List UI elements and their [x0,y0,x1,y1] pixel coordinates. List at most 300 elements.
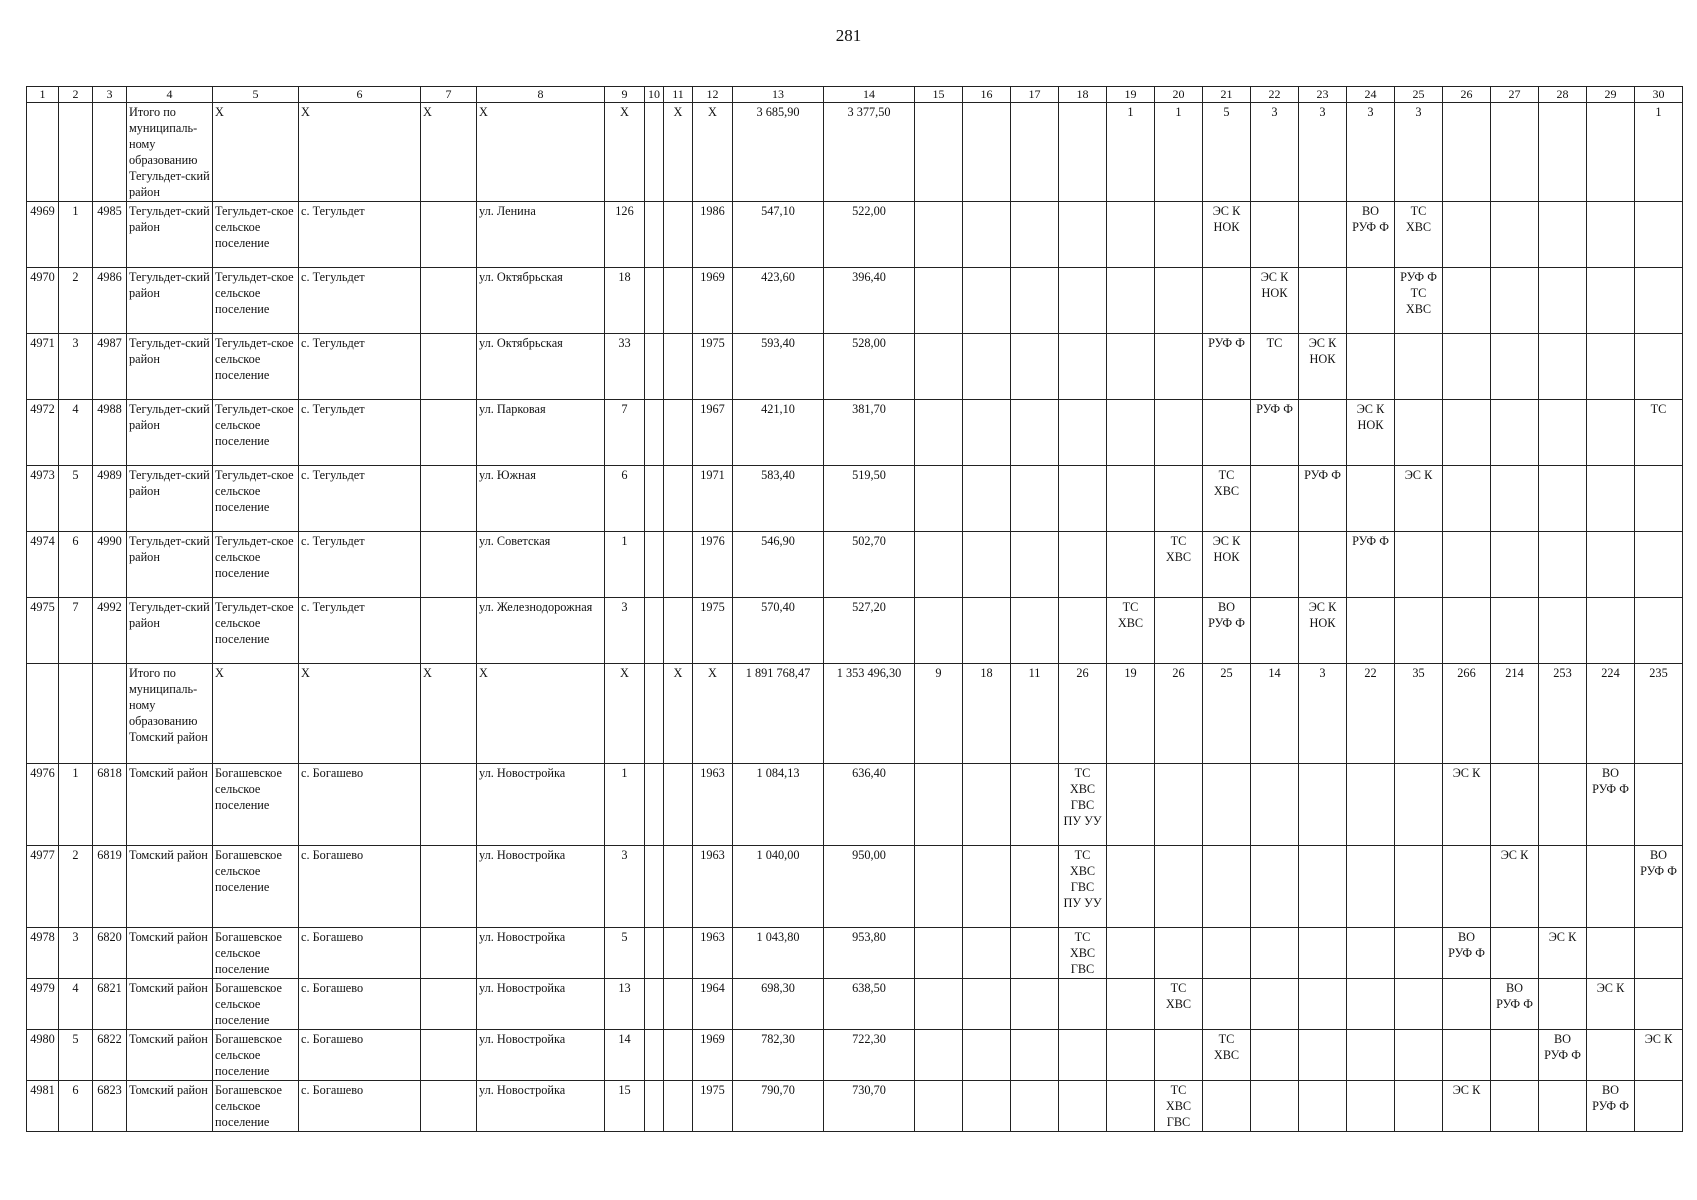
cell-area-living: 527,20 [824,598,915,664]
cell-service-col-23 [1299,400,1347,466]
cell-area-living: 636,40 [824,764,915,846]
cell-settlement: Тегульдет-ское сельское поселение [213,400,299,466]
cell-service-col-24: РУФ Ф [1347,532,1395,598]
table-row [27,1030,1683,1081]
cell-local-number: 7 [59,598,93,664]
cell-service-col-20 [1155,202,1203,268]
cell-service-col-28 [1539,103,1587,202]
cell-service-col-29 [1587,928,1635,979]
cell-service-col-27: ВО РУФ Ф [1491,979,1539,1030]
cell-local-number: 2 [59,846,93,928]
cell-settlement: Богашевское сельское поселение [213,928,299,979]
cell-district: Томский район [127,1081,213,1132]
cell-locality: с. Тегульдет [299,466,421,532]
column-number-18: 18 [1059,87,1107,103]
cell-service-col-28 [1539,1081,1587,1132]
cell-service-col-22: ЭС К НОК [1251,268,1299,334]
cell-service-col-20: 26 [1155,664,1203,764]
cell-area-living: 950,00 [824,846,915,928]
cell-service-col-16 [963,1081,1011,1132]
cell-local-number [59,103,93,202]
cell-service-col-22 [1251,466,1299,532]
cell-service-col-26 [1443,466,1491,532]
cell-local-number: 3 [59,334,93,400]
cell-row-number: 4977 [27,846,59,928]
cell-service-col-30 [1635,466,1683,532]
cell-street: ул. Новостройка [477,764,605,846]
cell-year: 1969 [693,268,733,334]
cell-col7 [421,1081,477,1132]
cell-row-number: 4975 [27,598,59,664]
cell-service-col-24: 22 [1347,664,1395,764]
cell-row-number: 4976 [27,764,59,846]
cell-service-col-23: 3 [1299,664,1347,764]
cell-service-col-29: ВО РУФ Ф [1587,1081,1635,1132]
cell-service-col-22 [1251,1081,1299,1132]
cell-street: ул. Ленина [477,202,605,268]
column-number-4: 4 [127,87,213,103]
cell-street: ул. Новостройка [477,846,605,928]
cell-area-living: 953,80 [824,928,915,979]
cell-service-col-25 [1395,979,1443,1030]
cell-locality: X [299,103,421,202]
cell-row-number [27,664,59,764]
cell-col11 [664,268,693,334]
cell-service-col-16 [963,334,1011,400]
cell-col7 [421,979,477,1030]
cell-service-col-20: ТС ХВС ГВС [1155,1081,1203,1132]
cell-service-col-28: ЭС К [1539,928,1587,979]
cell-service-col-15 [915,268,963,334]
cell-row-number: 4979 [27,979,59,1030]
cell-service-col-18 [1059,532,1107,598]
cell-service-col-21 [1203,268,1251,334]
cell-service-col-27 [1491,334,1539,400]
cell-registry-id [93,664,127,764]
cell-service-col-21: РУФ Ф [1203,334,1251,400]
cell-house-number: 3 [605,846,645,928]
cell-service-col-21: ЭС К НОК [1203,532,1251,598]
register-table [26,86,1683,1132]
cell-area-total: 423,60 [733,268,824,334]
cell-service-col-27 [1491,400,1539,466]
cell-settlement: X [213,664,299,764]
column-number-8: 8 [477,87,605,103]
cell-street: ул. Новостройка [477,1030,605,1081]
cell-col10 [645,664,664,764]
cell-service-col-20 [1155,400,1203,466]
cell-service-col-23 [1299,1081,1347,1132]
cell-service-col-18 [1059,400,1107,466]
table-row [27,764,1683,846]
cell-registry-id: 4990 [93,532,127,598]
cell-col7 [421,764,477,846]
cell-street: ул. Октябрьская [477,268,605,334]
total-row [27,664,1683,764]
cell-area-total: 570,40 [733,598,824,664]
table-row [27,928,1683,979]
cell-service-col-18 [1059,202,1107,268]
cell-service-col-26: ЭС К [1443,1081,1491,1132]
cell-service-col-29 [1587,466,1635,532]
cell-district: Томский район [127,846,213,928]
cell-service-col-26 [1443,846,1491,928]
table-row [27,532,1683,598]
cell-col11 [664,1081,693,1132]
cell-district: Тегульдет-ский район [127,532,213,598]
cell-service-col-30 [1635,979,1683,1030]
cell-local-number [59,664,93,764]
cell-service-col-17 [1011,1081,1059,1132]
cell-district: Томский район [127,979,213,1030]
cell-registry-id: 4985 [93,202,127,268]
cell-area-total: 1 043,80 [733,928,824,979]
cell-locality: с. Богашево [299,1030,421,1081]
cell-service-col-29 [1587,268,1635,334]
cell-service-col-30 [1635,268,1683,334]
cell-row-number: 4971 [27,334,59,400]
column-number-17: 17 [1011,87,1059,103]
cell-col7 [421,268,477,334]
cell-service-col-23: ЭС К НОК [1299,334,1347,400]
cell-service-col-24: ЭС К НОК [1347,400,1395,466]
column-number-2: 2 [59,87,93,103]
cell-col10 [645,1081,664,1132]
cell-service-col-15: 9 [915,664,963,764]
cell-row-number: 4974 [27,532,59,598]
cell-service-col-16 [963,103,1011,202]
cell-service-col-21 [1203,846,1251,928]
cell-col11 [664,846,693,928]
cell-year: X [693,664,733,764]
cell-house-number: 6 [605,466,645,532]
cell-settlement: Богашевское сельское поселение [213,846,299,928]
column-number-7: 7 [421,87,477,103]
cell-service-col-27 [1491,532,1539,598]
cell-service-col-21 [1203,764,1251,846]
cell-service-col-25: 35 [1395,664,1443,764]
cell-service-col-24 [1347,979,1395,1030]
cell-col10 [645,334,664,400]
cell-service-col-18: ТС ХВС ГВС ПУ УУ [1059,764,1107,846]
cell-row-number: 4970 [27,268,59,334]
cell-col10 [645,846,664,928]
cell-col11 [664,202,693,268]
cell-street: ул. Советская [477,532,605,598]
cell-service-col-17 [1011,846,1059,928]
cell-service-col-17 [1011,928,1059,979]
cell-col11 [664,400,693,466]
cell-service-col-25 [1395,334,1443,400]
cell-service-col-23 [1299,268,1347,334]
cell-service-col-28 [1539,846,1587,928]
cell-service-col-29 [1587,400,1635,466]
cell-settlement: Богашевское сельское поселение [213,979,299,1030]
cell-service-col-19: 19 [1107,664,1155,764]
cell-service-col-17 [1011,532,1059,598]
cell-service-col-24 [1347,1081,1395,1132]
column-number-27: 27 [1491,87,1539,103]
cell-col11: X [664,664,693,764]
cell-locality: с. Богашево [299,979,421,1030]
cell-service-col-28 [1539,979,1587,1030]
cell-service-col-22: ТС [1251,334,1299,400]
column-number-20: 20 [1155,87,1203,103]
cell-service-col-16: 18 [963,664,1011,764]
cell-registry-id: 6820 [93,928,127,979]
cell-service-col-22: 3 [1251,103,1299,202]
cell-registry-id: 6823 [93,1081,127,1132]
cell-service-col-24 [1347,466,1395,532]
cell-service-col-28 [1539,466,1587,532]
cell-service-col-17 [1011,268,1059,334]
cell-street: ул. Новостройка [477,979,605,1030]
column-number-23: 23 [1299,87,1347,103]
cell-street: X [477,664,605,764]
cell-service-col-19 [1107,334,1155,400]
table-row [27,202,1683,268]
column-number-6: 6 [299,87,421,103]
cell-col11: X [664,103,693,202]
cell-service-col-20 [1155,928,1203,979]
cell-service-col-29 [1587,103,1635,202]
cell-area-living: 519,50 [824,466,915,532]
cell-locality: с. Богашево [299,928,421,979]
cell-service-col-16 [963,532,1011,598]
cell-service-col-22 [1251,846,1299,928]
cell-col10 [645,466,664,532]
cell-settlement: Богашевское сельское поселение [213,1030,299,1081]
cell-house-number: 126 [605,202,645,268]
cell-service-col-16 [963,979,1011,1030]
cell-settlement: Тегульдет-ское сельское поселение [213,532,299,598]
cell-service-col-27 [1491,1081,1539,1132]
cell-service-col-28 [1539,334,1587,400]
cell-service-col-29 [1587,532,1635,598]
cell-service-col-17 [1011,202,1059,268]
cell-col7 [421,846,477,928]
cell-row-number: 4980 [27,1030,59,1081]
cell-service-col-28: ВО РУФ Ф [1539,1030,1587,1081]
cell-service-col-16 [963,764,1011,846]
cell-service-col-20 [1155,1030,1203,1081]
cell-service-col-19 [1107,928,1155,979]
cell-service-col-24 [1347,334,1395,400]
cell-row-number: 4969 [27,202,59,268]
cell-service-col-18 [1059,598,1107,664]
cell-col10 [645,979,664,1030]
cell-service-col-15 [915,1030,963,1081]
cell-service-col-30 [1635,598,1683,664]
cell-row-number [27,103,59,202]
cell-year: 1964 [693,979,733,1030]
cell-year: 1963 [693,764,733,846]
cell-service-col-19: 1 [1107,103,1155,202]
cell-service-col-17 [1011,598,1059,664]
cell-settlement: X [213,103,299,202]
cell-year: 1975 [693,598,733,664]
cell-registry-id: 4987 [93,334,127,400]
cell-service-col-25 [1395,846,1443,928]
cell-district: Тегульдет-ский район [127,598,213,664]
cell-service-col-24 [1347,928,1395,979]
cell-year: 1975 [693,1081,733,1132]
cell-col7: X [421,664,477,764]
cell-settlement: Тегульдет-ское сельское поселение [213,598,299,664]
cell-service-col-26: ЭС К [1443,764,1491,846]
column-number-30: 30 [1635,87,1683,103]
cell-service-col-15 [915,334,963,400]
cell-service-col-20 [1155,268,1203,334]
column-number-22: 22 [1251,87,1299,103]
cell-registry-id: 6822 [93,1030,127,1081]
cell-service-col-28 [1539,598,1587,664]
column-number-3: 3 [93,87,127,103]
cell-service-col-27 [1491,202,1539,268]
cell-street: ул. Новостройка [477,1081,605,1132]
cell-year: 1975 [693,334,733,400]
cell-service-col-23 [1299,979,1347,1030]
cell-service-col-25: 3 [1395,103,1443,202]
cell-house-number: 33 [605,334,645,400]
cell-service-col-20 [1155,466,1203,532]
cell-service-col-29 [1587,1030,1635,1081]
cell-col10 [645,928,664,979]
cell-local-number: 1 [59,764,93,846]
cell-service-col-16 [963,928,1011,979]
table-row [27,334,1683,400]
cell-service-col-18: ТС ХВС ГВС [1059,928,1107,979]
cell-service-col-29 [1587,202,1635,268]
cell-year: X [693,103,733,202]
cell-service-col-19 [1107,979,1155,1030]
cell-col7 [421,202,477,268]
cell-row-number: 4972 [27,400,59,466]
cell-house-number: 5 [605,928,645,979]
cell-service-col-26 [1443,979,1491,1030]
cell-service-col-20 [1155,764,1203,846]
cell-col10 [645,268,664,334]
cell-service-col-20 [1155,846,1203,928]
column-number-15: 15 [915,87,963,103]
cell-col10 [645,103,664,202]
cell-service-col-21: ЭС К НОК [1203,202,1251,268]
cell-service-col-22 [1251,598,1299,664]
cell-service-col-30: ВО РУФ Ф [1635,846,1683,928]
cell-locality: с. Тегульдет [299,532,421,598]
cell-service-col-25: ЭС К [1395,466,1443,532]
cell-service-col-28 [1539,764,1587,846]
cell-year: 1976 [693,532,733,598]
cell-col10 [645,764,664,846]
cell-service-col-21: ТС ХВС [1203,1030,1251,1081]
cell-settlement: Тегульдет-ское сельское поселение [213,268,299,334]
cell-service-col-15 [915,764,963,846]
cell-house-number: 15 [605,1081,645,1132]
cell-service-col-15 [915,202,963,268]
column-number-26: 26 [1443,87,1491,103]
cell-district: Тегульдет-ский район [127,466,213,532]
cell-service-col-18 [1059,1081,1107,1132]
cell-service-col-27 [1491,466,1539,532]
cell-house-number: 1 [605,532,645,598]
cell-service-col-15 [915,1081,963,1132]
cell-service-col-24 [1347,764,1395,846]
cell-local-number: 4 [59,400,93,466]
cell-service-col-18 [1059,268,1107,334]
cell-house-number: 7 [605,400,645,466]
cell-service-col-28 [1539,202,1587,268]
cell-service-col-30 [1635,202,1683,268]
cell-col11 [664,466,693,532]
cell-col11 [664,532,693,598]
cell-service-col-28 [1539,400,1587,466]
cell-service-col-25 [1395,400,1443,466]
cell-service-col-20 [1155,598,1203,664]
cell-service-col-19 [1107,466,1155,532]
cell-local-number: 5 [59,466,93,532]
cell-area-living: 528,00 [824,334,915,400]
cell-col11 [664,928,693,979]
cell-service-col-16 [963,1030,1011,1081]
cell-service-col-25 [1395,1081,1443,1132]
cell-house-number: 13 [605,979,645,1030]
cell-service-col-18 [1059,334,1107,400]
cell-year: 1969 [693,1030,733,1081]
cell-area-living: 396,40 [824,268,915,334]
cell-service-col-16 [963,268,1011,334]
cell-registry-id: 6821 [93,979,127,1030]
cell-service-col-24: 3 [1347,103,1395,202]
cell-street: ул. Парковая [477,400,605,466]
cell-service-col-30 [1635,764,1683,846]
cell-street: ул. Железнодорожная [477,598,605,664]
column-number-29: 29 [1587,87,1635,103]
cell-area-living: 502,70 [824,532,915,598]
cell-service-col-29: 224 [1587,664,1635,764]
cell-col11 [664,334,693,400]
cell-service-col-29 [1587,846,1635,928]
cell-service-col-27 [1491,103,1539,202]
cell-service-col-27 [1491,1030,1539,1081]
cell-registry-id: 6818 [93,764,127,846]
cell-service-col-29: ЭС К [1587,979,1635,1030]
cell-service-col-30: 235 [1635,664,1683,764]
cell-col11 [664,764,693,846]
cell-service-col-24: ВО РУФ Ф [1347,202,1395,268]
cell-district: Томский район [127,1030,213,1081]
column-number-11: 11 [664,87,693,103]
cell-service-col-21: ТС ХВС [1203,466,1251,532]
column-number-row [27,87,1683,103]
cell-service-col-30 [1635,928,1683,979]
cell-col7 [421,400,477,466]
cell-service-col-15 [915,598,963,664]
cell-area-total: 1 040,00 [733,846,824,928]
cell-service-col-23: РУФ Ф [1299,466,1347,532]
cell-locality: с. Богашево [299,1081,421,1132]
cell-service-col-21 [1203,1081,1251,1132]
cell-service-col-22 [1251,764,1299,846]
cell-service-col-28 [1539,532,1587,598]
cell-service-col-17: 11 [1011,664,1059,764]
cell-service-col-23 [1299,532,1347,598]
cell-service-col-24 [1347,268,1395,334]
cell-district: Итого по муниципаль-ному образованию Томский район [127,664,213,764]
cell-service-col-17 [1011,1030,1059,1081]
column-number-21: 21 [1203,87,1251,103]
cell-service-col-18: ТС ХВС ГВС ПУ УУ [1059,846,1107,928]
